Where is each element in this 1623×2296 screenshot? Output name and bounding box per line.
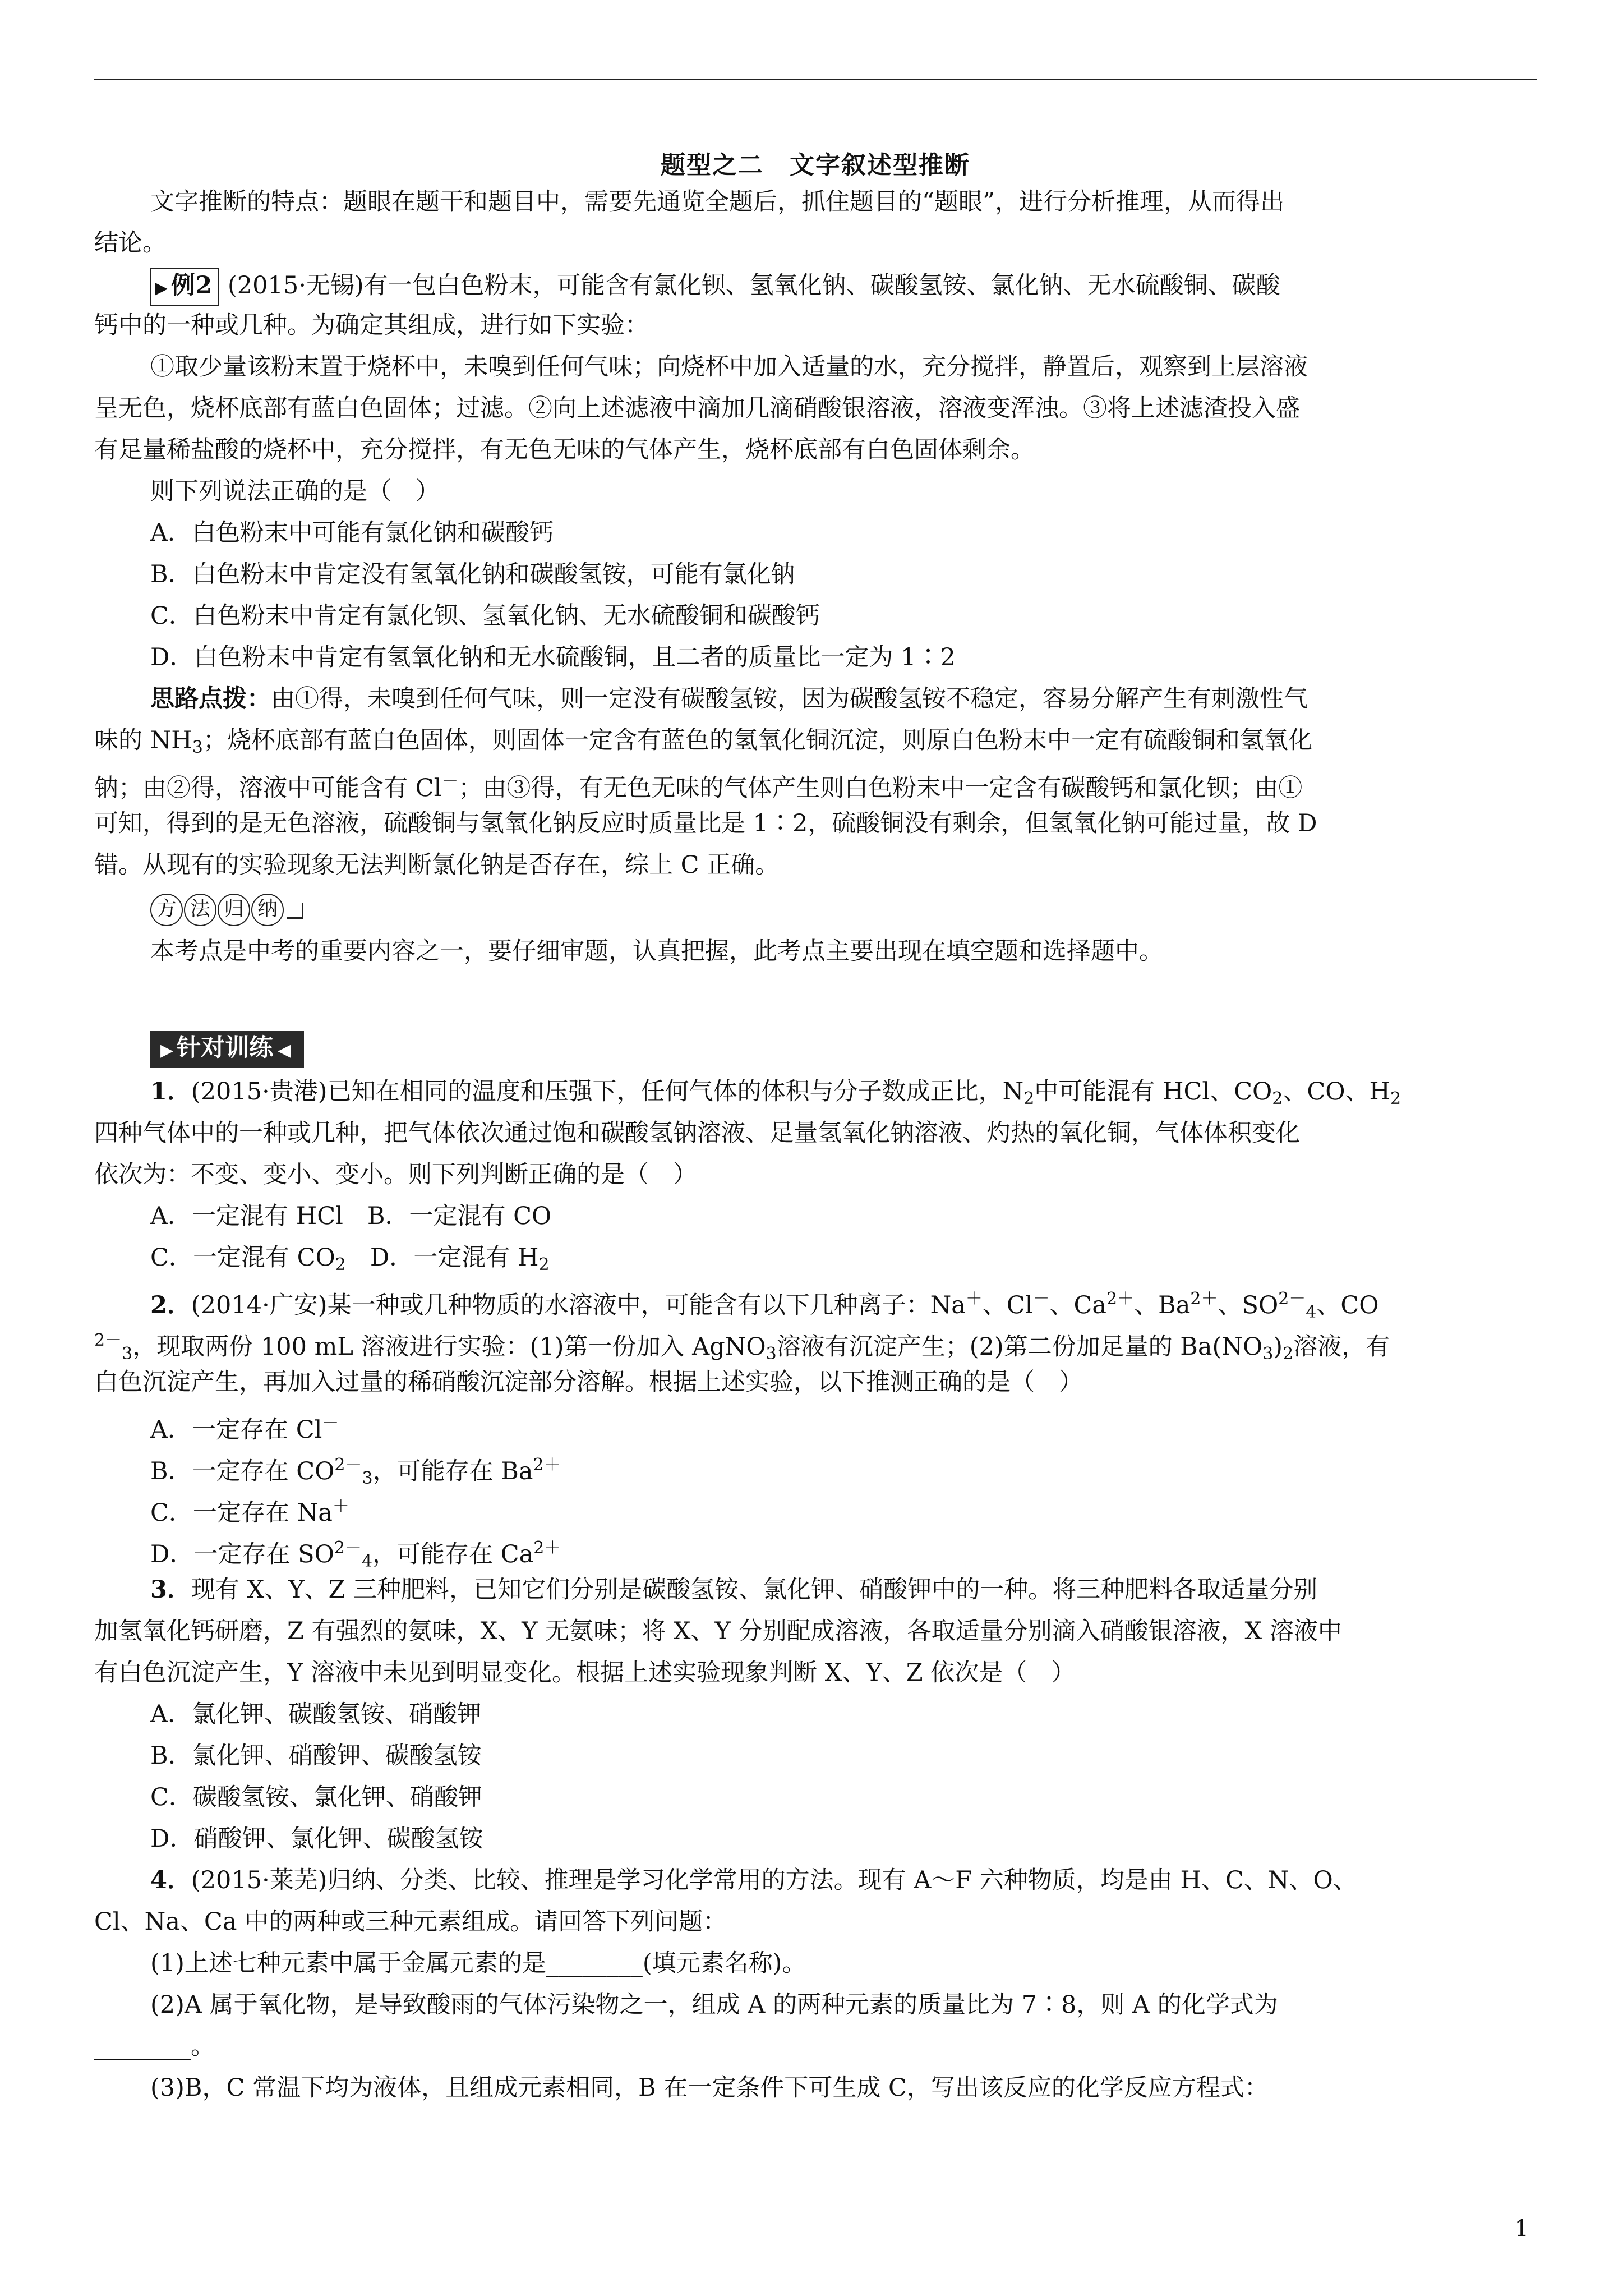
option-a: A．氯化钾、碳酸氢铵、硝酸钾 <box>150 1700 482 1728</box>
analysis-line: 错。从现有的实验现象无法判断氯化钠是否存在，综上 C 正确。 <box>94 851 780 879</box>
analysis-line: 可知，得到的是无色溶液，硫酸铜与氢氧化钠反应时质量比是 1∶2，硫酸铜没有剩余，但氢氧化钠可能过量，故 D <box>94 809 1317 838</box>
analysis-line: 味的 $NH_3$；烧杯底部有蓝白色固体，则固体一定含有蓝色的氢氧化铜沉淀，则原白色粉末中一定有硫酸铜和氢氧化 <box>94 726 1312 757</box>
question-stem: 则下列说法正确的是（ ） <box>150 477 440 505</box>
sub-question-2: (2)A 属于氧化物，是导致酸雨的气体污染物之一，组成 A 的两种元素的质量比为 7∶8，则 A 的化学式为 <box>150 1991 1278 2019</box>
training-heading <box>150 1031 304 1068</box>
page-number: 1 <box>1514 2216 1529 2242</box>
option-b: B．氯化钾、硝酸钾、碳酸氢铵 <box>150 1742 482 1770</box>
question-3: 3．现有 X、Y、Z 三种肥料，已知它们分别是碳酸氢铵、氯化钾、硝酸钾中的一种。将三种肥料各取适量分别 <box>150 1576 1318 1604</box>
option-d: D．一定存在 $SO^{2-}_4$，可能存在 $Ca^{2+}$ <box>150 1538 561 1571</box>
option-b: B．白色粉末中肯定没有氢氧化钠和碳酸氢铵，可能有氯化钠 <box>150 560 795 588</box>
example-first-line: ▶ 例2 (2015·无锡)有一包白色粉末，可能含有氯化钡、氢氧化钠、碳酸氢铵、氯化钠、无水硫酸铜、碳酸 <box>150 268 1280 306</box>
sub-question-1: (1)上述七种元素中属于金属元素的是________(填元素名称)。 <box>150 1949 806 1977</box>
option-c: C．一定存在 Na＋ <box>150 1497 349 1527</box>
question-line: 白色沉淀产生，再加入过量的稀硝酸沉淀部分溶解。根据上述实验，以下推测正确的是（ ） <box>94 1368 1083 1396</box>
example-line: 有足量稀盐酸的烧杯中，充分搅拌，有无色无味的气体产生，烧杯底部有白色固体剩余。 <box>94 436 1035 464</box>
option-a: A．白色粉末中可能有氯化钠和碳酸钙 <box>150 519 554 547</box>
analysis-label: 思路点拨： <box>150 685 271 713</box>
sub-question-2-blank: ________。 <box>94 2032 215 2060</box>
option-c: C．白色粉末中肯定有氯化钡、氢氧化钠、无水硫酸铜和碳酸钙 <box>150 602 820 630</box>
question-line: 加氢氧化钙研磨，Z 有强烈的氨味，X、Y 无氨味；将 X、Y 分别配成溶液，各取适量分别滴入硝酸银溶液，X 溶液中 <box>94 1617 1342 1645</box>
method-char: 归 <box>218 894 250 926</box>
question-2: 2．(2014·广安)某一种或几种物质的水溶液中，可能含有以下几种离子：Na＋、Cl－、$Ca^{2+}$、$Ba^{2+}$、$SO^{2-}_4$、CO <box>150 1289 1379 1322</box>
method-heading <box>150 891 303 926</box>
analysis-line: 钠；由②得，溶液中可能含有 Cl－；由③得，有无色无味的气体产生则白色粉末中一定含有碳酸钙和氯化钡；由① <box>94 772 1303 802</box>
option-a: A．一定存在 Cl－ <box>150 1414 339 1444</box>
method-char: 纳 <box>251 894 284 926</box>
option-c: C．碳酸氢铵、氯化钾、硝酸钾 <box>150 1783 482 1811</box>
method-char: 法 <box>184 894 216 926</box>
option-b: B．一定存在 $CO^{2-}_3$，可能存在 $Ba^{2+}$ <box>150 1455 561 1488</box>
question-1: 1．(2015·贵港)已知在相同的温度和压强下，任何气体的体积与分子数成正比，$N_2$中可能混有 HCl、$CO_2$、CO、$H_2$ <box>150 1078 1401 1108</box>
intro-line: 结论。 <box>94 229 167 257</box>
option-c: C．一定混有 $CO_2$ D．一定混有 $H_2$ <box>150 1244 550 1274</box>
question-line: 四种气体中的一种或几种，把气体依次通过饱和碳酸氢钠溶液、足量氢氧化钠溶液、灼热的氧化铜，气体体积变化 <box>94 1119 1300 1147</box>
corner-hook-icon <box>287 903 303 919</box>
option-d: D．白色粉末中肯定有氢氧化钠和无水硫酸铜，且二者的质量比一定为 1∶2 <box>150 643 956 671</box>
option-a: A．一定混有 HCl B．一定混有 CO <box>150 1202 552 1230</box>
play-triangle-icon: ▶ <box>160 1041 174 1060</box>
example-tag: ▶ 例2 <box>150 268 219 306</box>
method-char: 方 <box>150 894 183 926</box>
section-title: 题型之二 文字叙述型推断 <box>661 151 970 180</box>
training-label: ▶ 针对训练 ◀ <box>150 1031 304 1068</box>
example-line: ①取少量该粉末置于烧杯中，未嗅到任何气味；向烧杯中加入适量的水，充分搅拌，静置后，观察到上层溶液 <box>150 353 1308 381</box>
question-4: 4．(2015·莱芜)归纳、分类、比较、推理是学习化学常用的方法。现有 A～F 六种物质，均是由 H、C、N、O、 <box>150 1866 1357 1894</box>
intro-line: 文字推断的特点：题眼在题干和题目中，需要先通览全题后，抓住题目的“题眼”，进行分析推理，从而得出 <box>150 188 1284 216</box>
option-d: D．硝酸钾、氯化钾、碳酸氢铵 <box>150 1825 483 1853</box>
question-line: 有白色沉淀产生，Y 溶液中未见到明显变化。根据上述实验现象判断 X、Y、Z 依次是（ ） <box>94 1659 1076 1687</box>
method-text: 本考点是中考的重要内容之一，要仔细审题，认真把握，此考点主要出现在填空题和选择题中。 <box>150 937 1163 965</box>
play-triangle-icon: ▶ <box>155 278 168 298</box>
header-rule <box>94 79 1537 80</box>
question-line: 依次为：不变、变小、变小。则下列判断正确的是（ ） <box>94 1161 697 1189</box>
analysis-line: 思路点拨：由①得，未嗅到任何气味，则一定没有碳酸氢铵，因为碳酸氢铵不稳定，容易分解产生有刺激性气 <box>150 685 1308 713</box>
question-line: $^{2-}_3$，现取两份 100 mL 溶液进行实验：(1)第一份加入 AgNO$_3$溶液有沉淀产生；(2)第二份加足量的 $Ba(NO_3)_2$溶液，有 <box>94 1331 1390 1364</box>
back-triangle-icon: ◀ <box>278 1041 291 1060</box>
question-line: Cl、Na、Ca 中的两种或三种元素组成。请回答下列问题： <box>94 1908 727 1936</box>
example-line: 呈无色，烧杯底部有蓝白色固体；过滤。②向上述滤液中滴加几滴硝酸银溶液，溶液变浑浊。③将上述滤渣投入盛 <box>94 394 1300 422</box>
example-line: 钙中的一种或几种。为确定其组成，进行如下实验： <box>94 311 649 339</box>
sub-question-3: (3)B，C 常温下均为液体，且组成元素相同，B 在一定条件下可生成 C，写出该反应的化学反应方程式： <box>150 2074 1269 2102</box>
